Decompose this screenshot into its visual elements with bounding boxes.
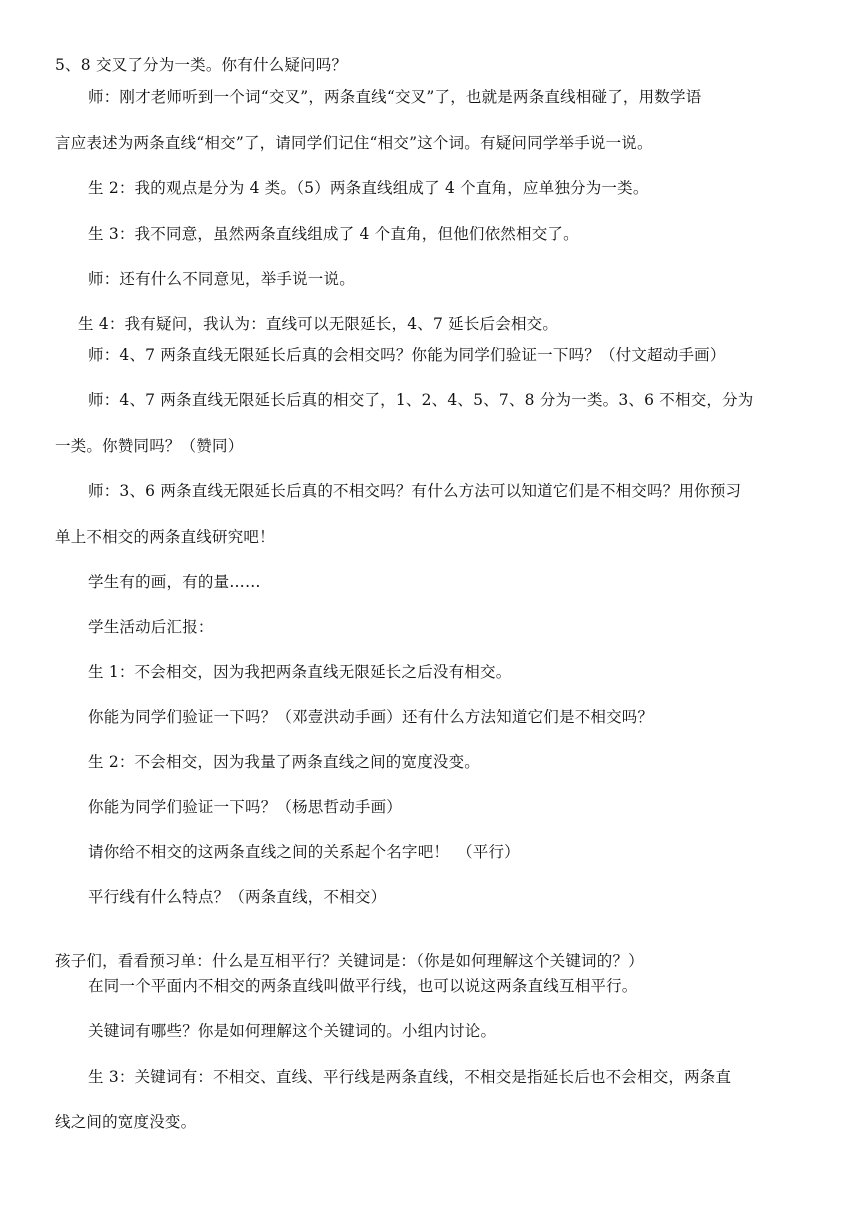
text-line: 一类。你赞同吗？（赞同） (55, 437, 244, 455)
text-line: 生 2：不会相交，因为我量了两条直线之间的宽度没变。 (88, 753, 480, 771)
text-line: 言应表述为两条直线“相交”了，请同学们记住“相交”这个词。有疑问同学举手说一说。 (55, 134, 653, 152)
text-line: 学生有的画，有的量…… (88, 573, 261, 591)
text-line: 生 3：关键词有：不相交、直线、平行线是两条直线，不相交是指延长后也不会相交，两条直 (88, 1068, 732, 1086)
text-line: 你能为同学们验证一下吗？（杨思哲动手画） (88, 798, 403, 816)
text-line: 生 1：不会相交，因为我把两条直线无限延长之后没有相交。 (88, 663, 512, 681)
text-line: 关键词有哪些？你是如何理解这个关键词的。小组内讨论。 (88, 1022, 497, 1040)
text-line: 师：4、7 两条直线无限延长后真的相交了，1、2、4、5、7、8 分为一类。3、6 不相交，分为 (88, 391, 754, 409)
text-line: 师：还有什么不同意见，举手说一说。 (88, 270, 355, 288)
text-line: 生 3：我不同意，虽然两条直线组成了 4 个直角，但他们依然相交了。 (88, 225, 579, 243)
text-line: 生 2：我的观点是分为 4 类。（5）两条直线组成了 4 个直角，应单独分为一类。 (88, 179, 649, 197)
text-line: 5、8 交叉了分为一类。你有什么疑问吗？ (55, 56, 348, 74)
text-line: 单上不相交的两条直线研究吧！ (55, 528, 275, 546)
text-line: 线之间的宽度没变。 (55, 1113, 197, 1131)
text-line: 你能为同学们验证一下吗？（邓壹洪动手画）还有什么方法知道它们是不相交吗？ (88, 708, 654, 726)
text-line: 孩子们，看看预习单：什么是互相平行？关键词是：（你是如何理解这个关键词的？） (55, 952, 644, 970)
text-line: 师：4、7 两条直线无限延长后真的会相交吗？你能为同学们验证一下吗？（付文超动手画） (88, 346, 726, 364)
text-line: 平行线有什么特点？（两条直线，不相交） (88, 888, 387, 906)
text-line: 学生活动后汇报： (88, 618, 214, 636)
text-line: 师：刚才老师听到一个词“交叉”，两条直线“交叉”了，也就是两条直线相碰了，用数学语 (88, 88, 702, 106)
text-line: 请你给不相交的这两条直线之间的关系起个名字吧！ （平行） (88, 843, 520, 861)
text-line: 在同一个平面内不相交的两条直线叫做平行线，也可以说这两条直线互相平行。 (88, 977, 638, 995)
text-line: 师：3、6 两条直线无限延长后真的不相交吗？有什么方法可以知道它们是不相交吗？用你预习 (88, 482, 742, 500)
text-line: 生 4：我有疑问，我认为：直线可以无限延长，4、7 延长后会相交。 (78, 315, 559, 333)
